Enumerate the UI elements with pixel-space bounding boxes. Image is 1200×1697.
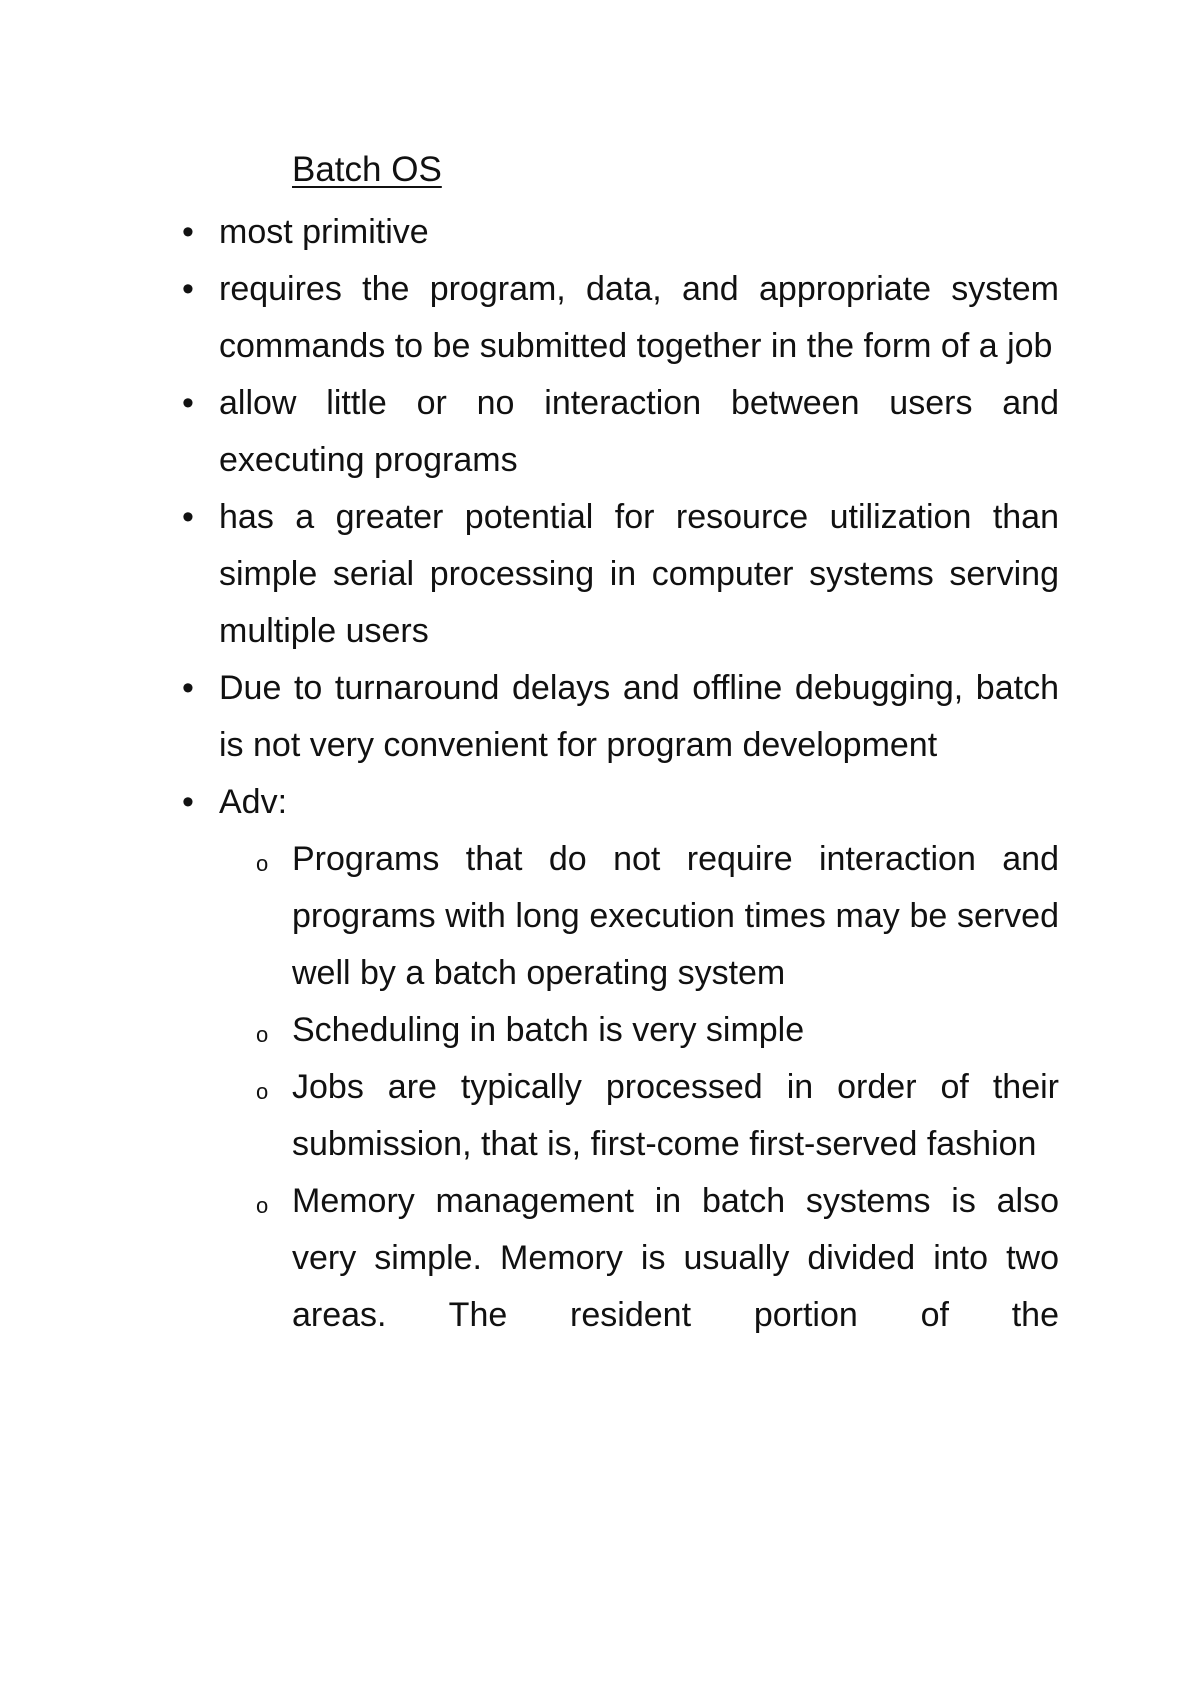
circle-bullet-icon: o — [256, 1022, 269, 1047]
bullet-icon: • — [182, 270, 194, 308]
sublist-item — [0, 831, 1059, 1002]
list-item-text: Due to turnaround delays and offline debugging, batch is not very convenient for program development — [219, 669, 1059, 764]
list-item — [0, 489, 1059, 660]
sublist-item-text: Scheduling in batch is very simple — [292, 1011, 805, 1049]
bullet-icon: • — [182, 498, 194, 536]
sublist-item — [0, 1059, 1059, 1173]
list-item-text: has a greater potential for resource utilization than simple serial processing in computer systems serving multiple users — [219, 498, 1059, 650]
list-item-text: requires the program, data, and appropriate system commands to be submitted together in the form of a job — [219, 270, 1059, 365]
sublist-item-text: Memory management in batch systems is also very simple. Memory is usually divided into two areas. The resident portion of the — [292, 1182, 1059, 1334]
bullet-list — [0, 204, 1200, 1344]
adv-sublist — [219, 831, 1059, 1344]
circle-bullet-icon: o — [256, 851, 269, 876]
sublist-item — [0, 1173, 1059, 1344]
list-item-adv — [0, 774, 1059, 1344]
list-item — [0, 261, 1059, 375]
sublist-item-text: Programs that do not require interaction and programs with long execution times may be served well by a batch operating system — [292, 840, 1059, 992]
list-item — [0, 375, 1059, 489]
page-title: Batch OS — [292, 150, 442, 189]
bullet-icon: • — [182, 669, 194, 707]
circle-bullet-icon: o — [256, 1079, 269, 1104]
bullet-icon: • — [182, 213, 194, 251]
bullet-icon: • — [182, 384, 194, 422]
list-item — [0, 204, 1059, 261]
list-item-text: allow little or no interaction between users and executing programs — [219, 384, 1059, 479]
circle-bullet-icon: o — [256, 1193, 269, 1218]
sublist-item — [0, 1002, 1059, 1059]
list-item-text: Adv: — [219, 783, 288, 821]
bullet-icon: • — [182, 783, 194, 821]
sublist-item-text: Jobs are typically processed in order of their submission, that is, first-come first-served fashion — [292, 1068, 1059, 1163]
list-item-text: most primitive — [219, 213, 429, 251]
list-item — [0, 660, 1059, 774]
